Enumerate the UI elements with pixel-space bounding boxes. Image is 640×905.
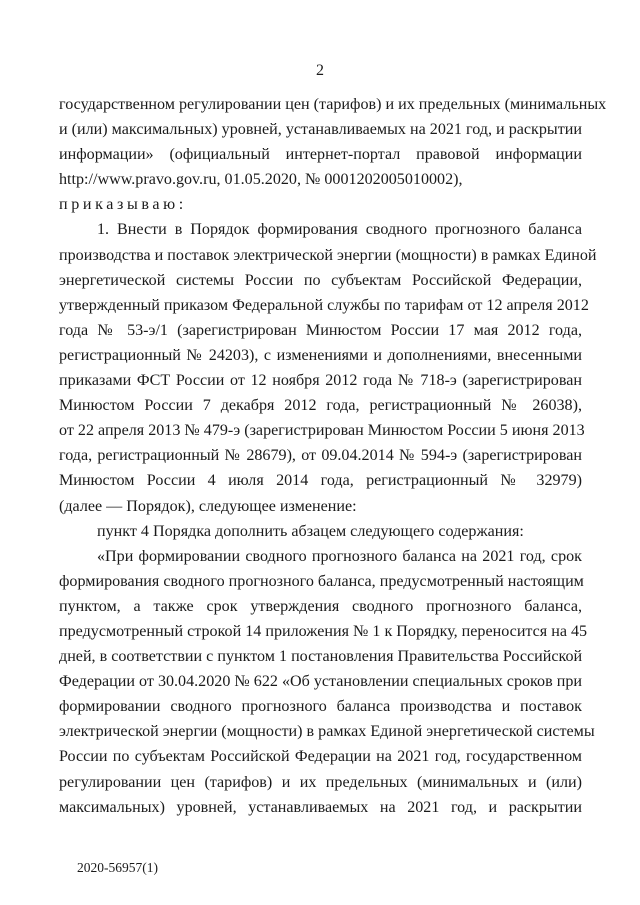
text-line: формировании сводного прогнозного баланса производства и поставок (59, 698, 582, 716)
text-line: производства и поставок электрической энергии (мощности) в рамках Единой (59, 246, 597, 264)
document-number: 2020-56957(1) (77, 860, 158, 875)
text-line: дней, в соответствии с пунктом 1 постановления Правительства Российской (59, 648, 583, 666)
text-line: приказами ФСТ России от 12 ноября 2012 года № 718-э (зарегистрирован (59, 372, 582, 390)
text-line: Минюстом России 4 июля 2014 года, регистрационный № 32979) (59, 472, 582, 490)
text-line: от 22 апреля 2013 № 479-э (зарегистрирован Минюстом России 5 июня 2013 (59, 422, 585, 440)
document-body (59, 92, 607, 820)
text-line: «При формировании сводного прогнозного баланса на 2021 год, срок (97, 547, 582, 565)
text-line: России по субъектам Российской Федерации на 2021 год, государственном (59, 748, 582, 766)
text-line: информации» (официальный интернет-портал правовой информации (59, 146, 582, 164)
page-number: 2 (316, 62, 324, 79)
text-line: 1. Внести в Порядок формирования сводного прогнозного баланса (97, 221, 582, 239)
text-line: Минюстом России 7 декабря 2012 года, регистрационный № 26038), (59, 397, 582, 415)
text-line: регистрационный № 24203), с изменениями и дополнениями, внесенными (59, 346, 582, 364)
text-line: электрической энергии (мощности) в рамках Единой энергетической системы (59, 723, 595, 741)
text-line: приказываю: (59, 196, 187, 214)
text-line: Федерации от 30.04.2020 № 622 «Об установлении специальных сроков при (59, 673, 582, 691)
text-line: и (или) максимальных) уровней, устанавливаемых на 2021 год, и раскрытии (59, 121, 582, 139)
text-line: (далее — Порядок), следующее изменение: (59, 497, 357, 515)
text-line: пунктом, а также срок утверждения сводного прогнозного баланса, (59, 597, 582, 615)
text-line: регулировании цен (тарифов) и их предельных (минимальных и (или) (59, 773, 582, 791)
text-line: пункт 4 Порядка дополнить абзацем следующего содержания: (97, 522, 524, 540)
text-line: предусмотренный строкой 14 приложения № 1 к Порядку, переносится на 45 (59, 622, 588, 640)
text-line: энергетической системы России по субъектам Российской Федерации, (59, 271, 582, 289)
text-line: максимальных) уровней, устанавливаемых на 2021 год, и раскрытии (59, 798, 582, 816)
text-line: государственном регулировании цен (тарифов) и их предельных (минимальных (59, 96, 607, 113)
text-line: формирования сводного прогнозного баланса, предусмотренный настоящим (59, 572, 584, 590)
text-line: http://www.pravo.gov.ru, 01.05.2020, № 0001202005010002), (59, 171, 463, 189)
text-line: года № 53-э/1 (зарегистрирован Минюстом России 17 мая 2012 года, (59, 321, 582, 339)
text-line: года, регистрационный № 28679), от 09.04.2014 № 594-э (зарегистрирован (59, 447, 582, 465)
text-line: утвержденный приказом Федеральной службы по тарифам от 12 апреля 2012 (59, 296, 589, 314)
